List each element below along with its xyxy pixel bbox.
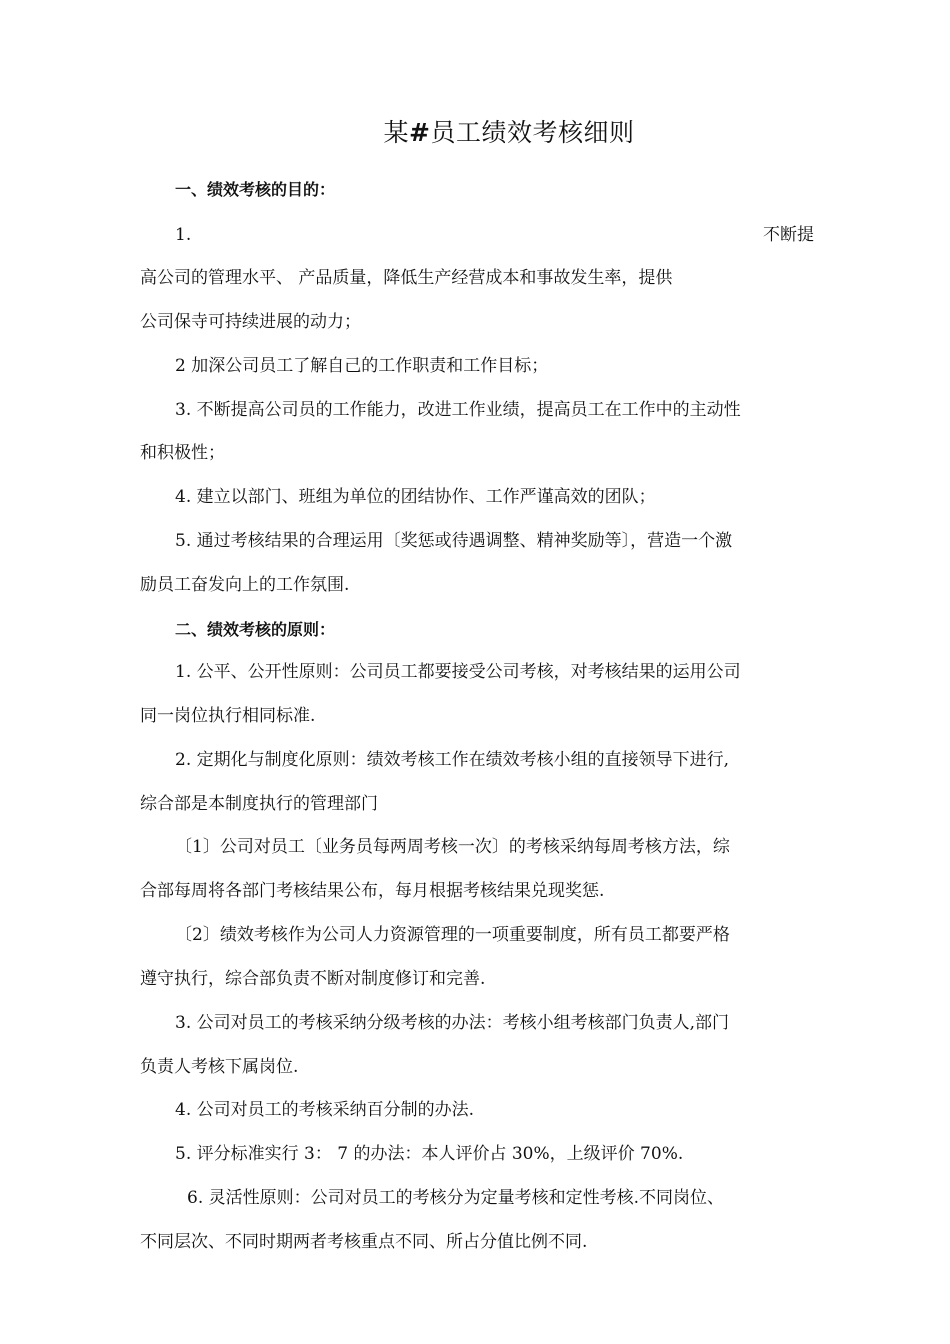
paragraph-line: 遵守执行，综合部负责不断对制度修订和完善. — [140, 969, 486, 989]
paragraph-line: 不同层次、不同时期两者考核重点不同、所占分值比例不同. — [140, 1232, 588, 1252]
paragraph-line: 2 加深公司员工了解自己的工作职责和工作目标； — [175, 356, 549, 376]
paragraph-line: 负责人考核下属岗位. — [140, 1057, 299, 1077]
document-title — [0, 113, 950, 149]
paragraph-line: 高公司的管理水平、 产品质量，降低生产经营成本和事故发生率，提供 — [140, 268, 673, 288]
paragraph-line: 5. 评分标准实行 3： 7 的办法：本人评价占 30%，上级评价 70%. — [175, 1144, 684, 1164]
paragraph-line: 6. 灵活性原则：公司对员工的考核分为定量考核和定性考核.不同岗位、 — [187, 1188, 725, 1208]
paragraph-line: 和积极性； — [140, 443, 225, 463]
section-heading-purpose: 一、绩效考核的目的： — [175, 180, 336, 199]
paragraph-line: 同一岗位执行相同标准. — [140, 706, 316, 726]
title-hash: # — [409, 118, 431, 147]
title-rest: 员工绩效考核细则 — [430, 118, 635, 147]
paragraph-line: 2. 定期化与制度化原则：绩效考核工作在绩效考核小组的直接领导下进行, — [175, 750, 730, 770]
paragraph-line: 1. 公平、公开性原则：公司员工都要接受公司考核，对考核结果的运用公司 — [175, 662, 741, 682]
paragraph-line: 4. 公司对员工的考核采纳百分制的办法. — [175, 1100, 475, 1120]
paragraph-line: 5. 通过考核结果的合理运用〔奖惩或待遇调整、精神奖励等〕，营造一个激 — [175, 531, 733, 551]
paragraph-line: 1. — [175, 225, 192, 245]
paragraph-line: 不断提 — [763, 225, 814, 245]
paragraph-line: 3. 不断提高公司员的工作能力，改进工作业绩，提高员工在工作中的主动性 — [175, 400, 741, 420]
section-heading-principles: 二、绩效考核的原则： — [175, 620, 336, 639]
paragraph-line: 励员工奋发向上的工作氛围. — [140, 575, 350, 595]
paragraph-line: 综合部是本制度执行的管理部门 — [140, 794, 378, 814]
title-prefix: 某 — [383, 118, 410, 147]
paragraph-line: 〔1〕公司对员工〔业务员每两周考核一次〕的考核采纳每周考核方法，综 — [175, 837, 730, 857]
paragraph-line: 4. 建立以部门、班组为单位的团结协作、工作严谨高效的团队； — [175, 487, 656, 507]
paragraph-line: 公司保寺可持续进展的动力； — [140, 312, 361, 332]
paragraph-line: 3. 公司对员工的考核采纳分级考核的办法：考核小组考核部门负责人,部门 — [175, 1013, 730, 1033]
paragraph-line: 合部每周将各部门考核结果公布，每月根据考核结果兑现奖惩. — [140, 881, 605, 901]
paragraph-line: 〔2〕绩效考核作为公司人力资源管理的一项重要制度，所有员工都要严格 — [175, 925, 730, 945]
